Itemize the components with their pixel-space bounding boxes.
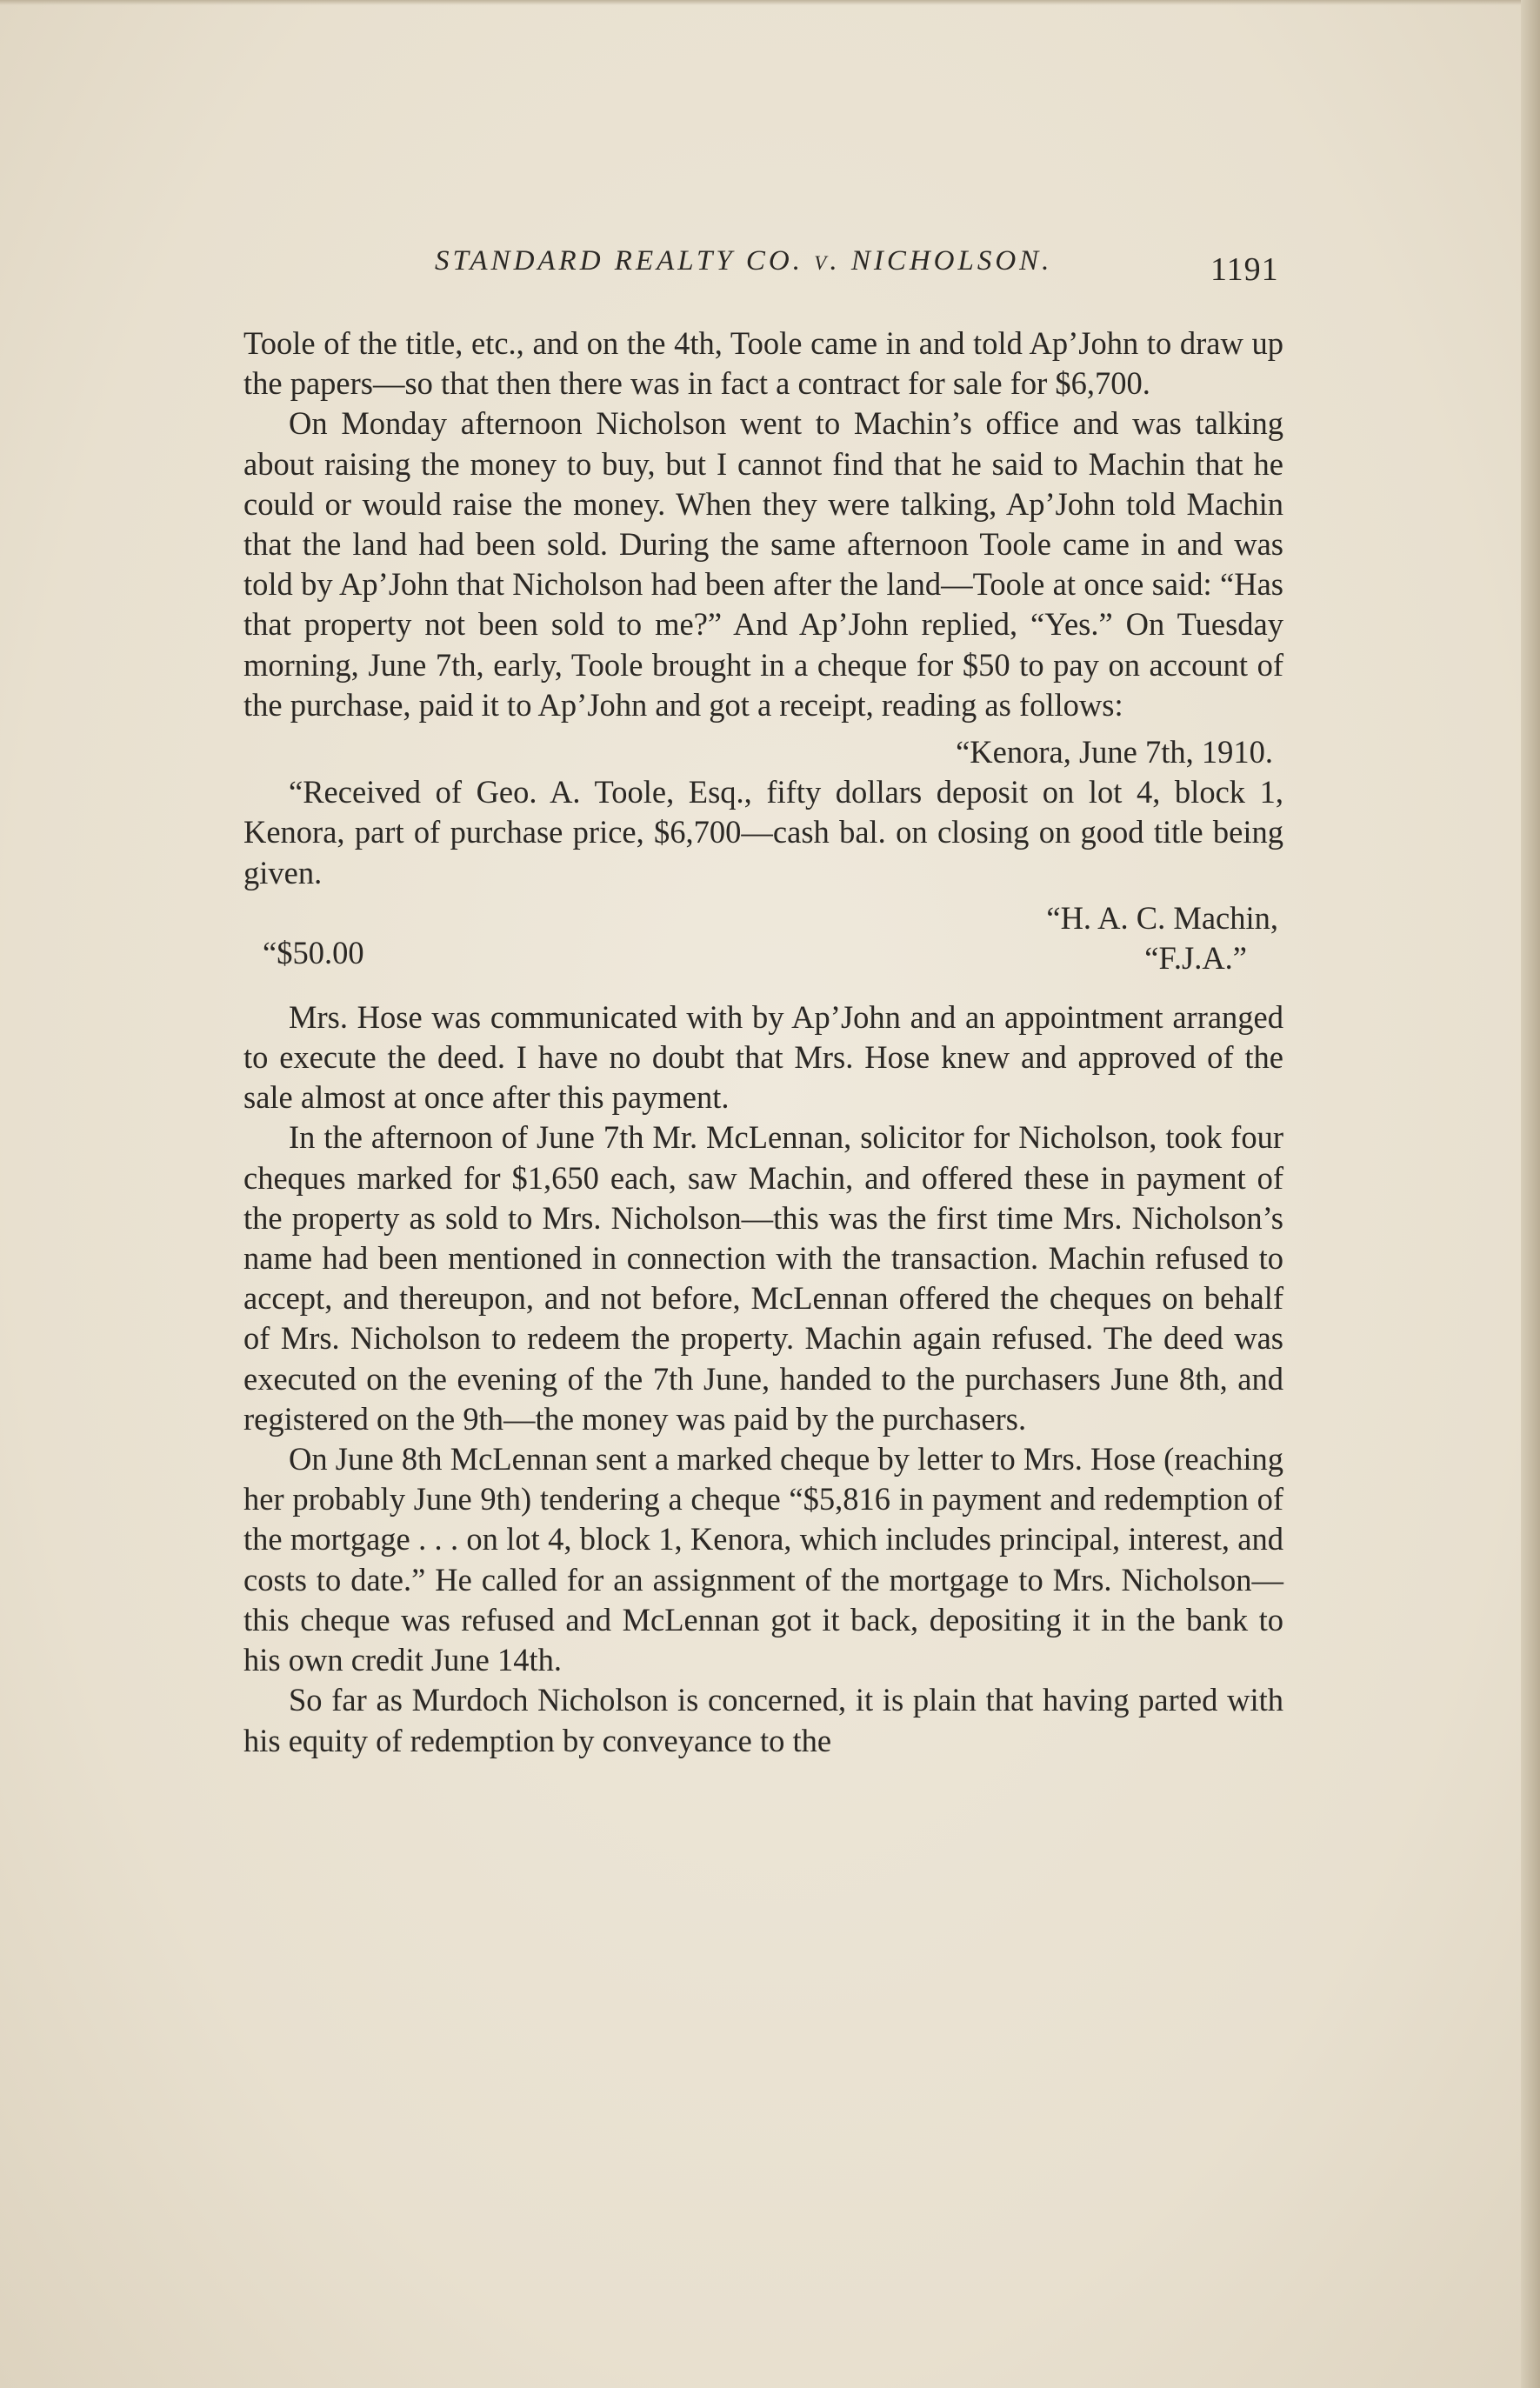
page-top-edge bbox=[0, 0, 1540, 5]
receipt-signature: “H. A. C. Machin, bbox=[1046, 899, 1278, 936]
receipt-date: “Kenora, June 7th, 1910. bbox=[956, 734, 1273, 770]
receipt-amount: “$50.00 bbox=[263, 934, 364, 971]
paragraph: So far as Murdoch Nicholson is concerned, it is plain that having parted with his equity of redemption by conveyance to the bbox=[243, 1682, 1283, 1758]
paragraph-continued: Toole of the title, etc., and on the 4th, Toole came in and told Ap’John to draw up the papers—so that then there was in fact a contract for sale for $6,700. bbox=[243, 325, 1283, 402]
receipt-text: “Received of Geo. A. Toole, Esq., fifty dollars deposit on lot 4, block 1, Kenora, part of purchase price, $6,700—cash bal. on closing on good title being given. bbox=[243, 774, 1283, 890]
running-head: STANDARD REALTY CO. v. NICHOLSON. bbox=[435, 245, 1053, 277]
page-number: 1191 bbox=[1210, 251, 1279, 288]
paragraph: Mrs. Hose was communicated with by Ap’John and an appointment arranged to execute the deed. I have no doubt that Mrs. Hose knew and approved of the sale almost at once after this payment. bbox=[243, 998, 1283, 1116]
page-binding-edge bbox=[1521, 0, 1540, 2388]
body-text bbox=[243, 324, 1283, 1761]
receipt-initials: “F.J.A.” bbox=[1144, 939, 1247, 976]
paragraph: In the afternoon of June 7th Mr. McLennan, solicitor for Nicholson, took four cheques marked for $1,650 each, saw Machin, and offered these in payment of the property as sold to Mrs. Nicholson—this was the first time Mrs. Nicholson’s name had been mentioned in connection with the transaction. Machin refused to accept, and thereupon, and not before, McLennan offered the cheques on behalf of Mrs. Nicholson to redeem the property. Machin again refused. The deed was executed on the evening of the 7th June, handed to the purchasers June 8th, and registered on the 9th—the money was paid by the purchasers. bbox=[243, 1119, 1283, 1437]
paragraph: On June 8th McLennan sent a marked cheque by letter to Mrs. Hose (reaching her probably June 9th) tendering a cheque “$5,816 in payment and redemption of the mortgage . . . on lot 4, block 1, Kenora, which includes principal, interest, and costs to date.” He called for an assignment of the mortgage to Mrs. Nicholson—this cheque was refused and McLennan got it back, depositing it in the bank to his own credit June 14th. bbox=[243, 1441, 1283, 1678]
paragraph: On Monday afternoon Nicholson went to Machin’s office and was talking about raising the money to buy, but I cannot find that he said to Machin that he could or would raise the money. When they were talking, Ap’John told Machin that the land had been sold. During the same afternoon Toole came in and was told by Ap’John that Nicholson had been after the land—Toole at once said: “Has that property not been sold to me?” And Ap’John replied, “Yes.” On Tuesday morning, June 7th, early, Toole brought in a cheque for $50 to pay on account of the purchase, paid it to Ap’John and got a receipt, reading as follows: bbox=[243, 405, 1283, 723]
page-header bbox=[243, 245, 1287, 297]
receipt-signature-block bbox=[243, 898, 1283, 982]
